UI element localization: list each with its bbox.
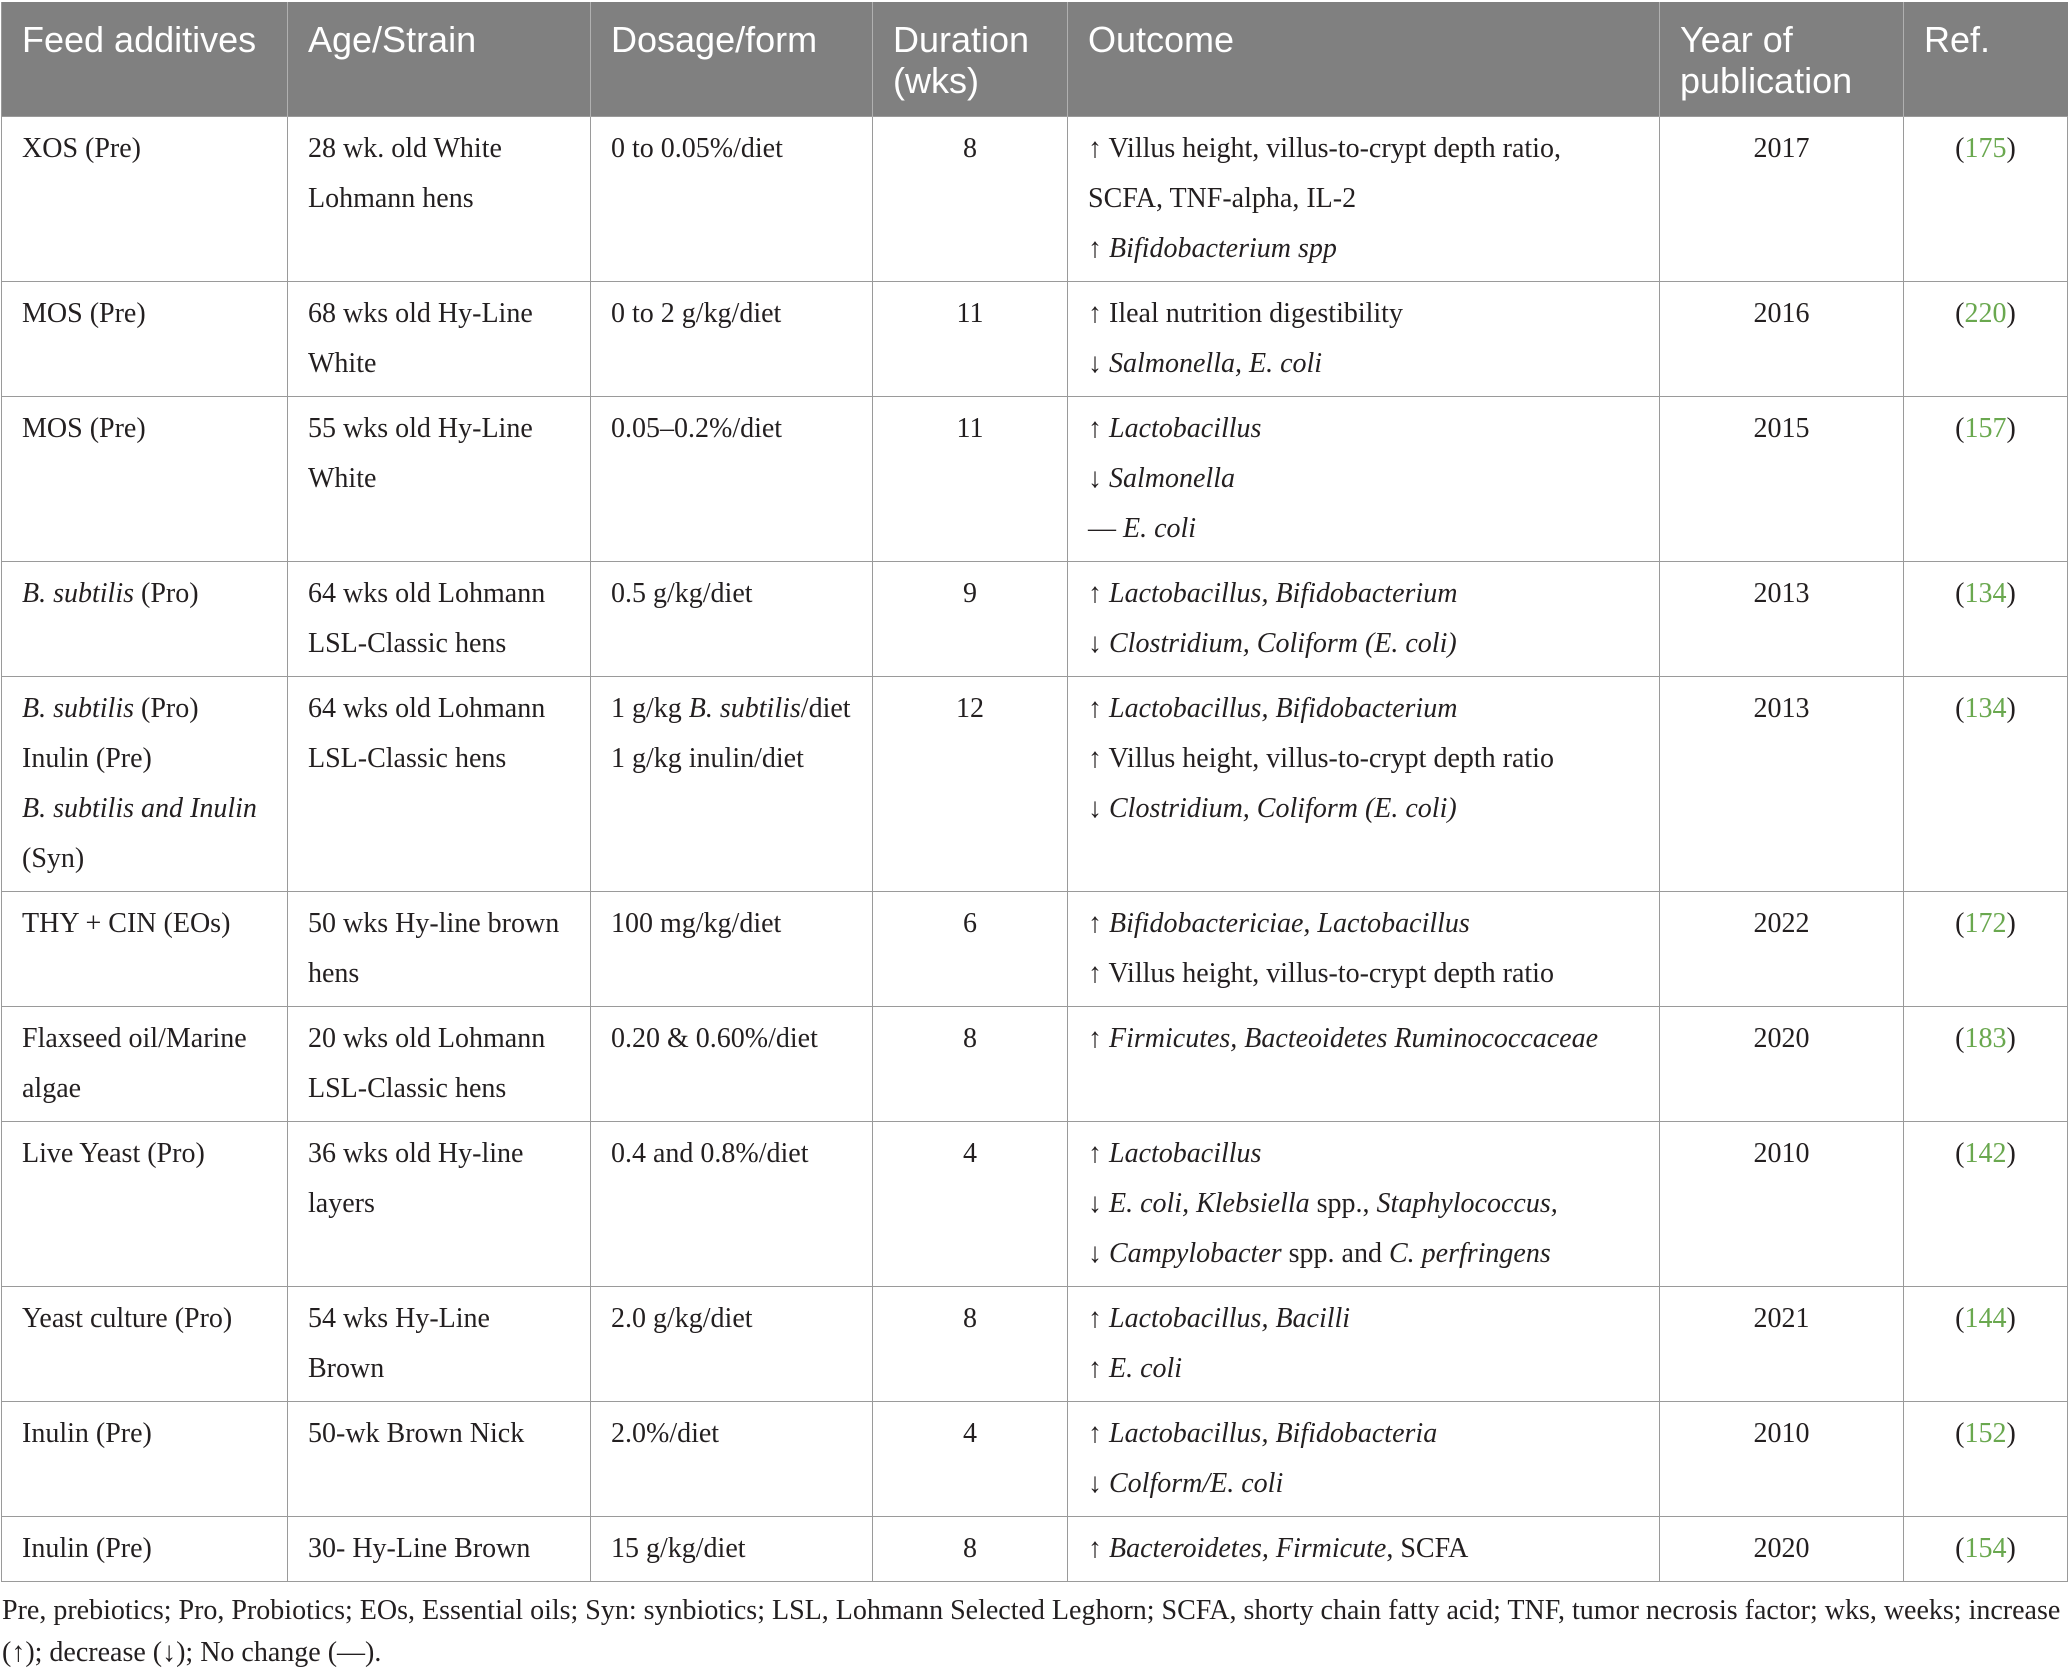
dosage-line: 100 mg/kg/diet xyxy=(611,907,782,939)
outcome-line: ↑ Ileal nutrition digestibility xyxy=(1088,297,1403,329)
cell-year: 2013 xyxy=(1660,561,1904,676)
cell-ref: (175) xyxy=(1904,116,2068,281)
cell-ref: (172) xyxy=(1904,891,2068,1006)
age-line: 68 wks old Hy-Line xyxy=(308,297,533,329)
cell-ref: (134) xyxy=(1904,561,2068,676)
outcome-line: ↓ Clostridium, Coliform (E. coli) xyxy=(1088,792,1457,824)
header-row xyxy=(2,2,2068,116)
age-line: White xyxy=(308,462,377,494)
additive-line: Inulin (Pre) xyxy=(22,1417,152,1449)
table-figure xyxy=(0,2,2068,1674)
cell-duration: 11 xyxy=(873,281,1068,396)
table-row xyxy=(2,1401,2068,1516)
outcome-line: ↑ Lactobacillus xyxy=(1088,412,1262,444)
outcome-line: ↑ Villus height, villus-to-crypt depth ratio, xyxy=(1088,132,1561,164)
cell-year: 2016 xyxy=(1660,281,1904,396)
cell-dosage xyxy=(591,1121,873,1286)
cell-dosage xyxy=(591,281,873,396)
cell-ref: (152) xyxy=(1904,1401,2068,1516)
cell-ref: (220) xyxy=(1904,281,2068,396)
cell-dosage xyxy=(591,116,873,281)
age-line: White xyxy=(308,347,377,379)
table-row xyxy=(2,1006,2068,1121)
outcome-line: ↓ Salmonella xyxy=(1088,462,1235,494)
cell-feed-additive xyxy=(2,281,288,396)
age-line: LSL-Classic hens xyxy=(308,1072,507,1104)
outcome-line: ↑ Bacteroidetes, Firmicute, SCFA xyxy=(1088,1532,1469,1564)
cell-age-strain xyxy=(288,561,591,676)
col-header-ref: Ref. xyxy=(1904,2,2068,116)
cell-dosage xyxy=(591,1516,873,1581)
dosage-line: 0 to 0.05%/diet xyxy=(611,132,783,164)
outcome-line: ↓ Colform/E. coli xyxy=(1088,1467,1284,1499)
age-line: 64 wks old Lohmann xyxy=(308,692,546,724)
age-line: 64 wks old Lohmann xyxy=(308,577,546,609)
cell-outcome xyxy=(1068,1121,1660,1286)
age-line: hens xyxy=(308,957,360,989)
age-line: 20 wks old Lohmann xyxy=(308,1022,546,1054)
outcome-line: ↑ E. coli xyxy=(1088,1352,1183,1384)
cell-age-strain xyxy=(288,1286,591,1401)
col-header-age-strain: Age/Strain xyxy=(288,2,591,116)
cell-age-strain xyxy=(288,281,591,396)
additive-line: Yeast culture (Pro) xyxy=(22,1302,233,1334)
cell-duration: 11 xyxy=(873,396,1068,561)
cell-dosage xyxy=(591,676,873,891)
table-row xyxy=(2,891,2068,1006)
dosage-line: 2.0 g/kg/diet xyxy=(611,1302,753,1334)
outcome-line: — E. coli xyxy=(1088,512,1197,544)
dosage-line: 0.05–0.2%/diet xyxy=(611,412,783,444)
cell-dosage xyxy=(591,1006,873,1121)
col-header-year: Year of publication xyxy=(1660,2,1904,116)
col-header-outcome: Outcome xyxy=(1068,2,1660,116)
cell-age-strain xyxy=(288,1121,591,1286)
outcome-line: SCFA, TNF-alpha, IL-2 xyxy=(1088,182,1357,214)
age-line: Brown xyxy=(308,1352,385,1384)
cell-outcome xyxy=(1068,1286,1660,1401)
additive-line: Live Yeast (Pro) xyxy=(22,1137,205,1169)
cell-dosage xyxy=(591,1286,873,1401)
cell-year: 2010 xyxy=(1660,1401,1904,1516)
additive-line: MOS (Pre) xyxy=(22,412,146,444)
cell-feed-additive xyxy=(2,1401,288,1516)
additive-line: Inulin (Pre) xyxy=(22,742,152,774)
cell-age-strain xyxy=(288,676,591,891)
reference-link[interactable]: 152 xyxy=(1964,1417,2007,1449)
cell-duration: 8 xyxy=(873,1286,1068,1401)
additive-line: B. subtilis (Pro) xyxy=(22,692,199,724)
cell-year: 2022 xyxy=(1660,891,1904,1006)
cell-year: 2015 xyxy=(1660,396,1904,561)
cell-outcome xyxy=(1068,1516,1660,1581)
age-line: layers xyxy=(308,1187,375,1219)
cell-feed-additive xyxy=(2,116,288,281)
cell-duration: 9 xyxy=(873,561,1068,676)
cell-year: 2020 xyxy=(1660,1516,1904,1581)
col-header-duration: Duration (wks) xyxy=(873,2,1068,116)
cell-outcome xyxy=(1068,1006,1660,1121)
cell-year: 2020 xyxy=(1660,1006,1904,1121)
cell-duration: 12 xyxy=(873,676,1068,891)
outcome-line: ↑ Lactobacillus, Bacilli xyxy=(1088,1302,1351,1334)
dosage-line: 2.0%/diet xyxy=(611,1417,720,1449)
outcome-line: ↑ Bifidobactericiae, Lactobacillus xyxy=(1088,907,1470,939)
cell-age-strain xyxy=(288,1401,591,1516)
reference-link[interactable]: 134 xyxy=(1964,577,2007,609)
reference-link[interactable]: 144 xyxy=(1964,1302,2007,1334)
cell-year: 2010 xyxy=(1660,1121,1904,1286)
cell-duration: 8 xyxy=(873,1006,1068,1121)
col-header-dosage-form: Dosage/form xyxy=(591,2,873,116)
additive-line: B. subtilis and Inulin xyxy=(22,792,257,824)
cell-age-strain xyxy=(288,1516,591,1581)
additive-line: THY + CIN (EOs) xyxy=(22,907,231,939)
cell-ref: (144) xyxy=(1904,1286,2068,1401)
additive-line: (Syn) xyxy=(22,842,85,874)
cell-dosage xyxy=(591,1401,873,1516)
reference-link[interactable]: 154 xyxy=(1964,1532,2007,1564)
additive-line: MOS (Pre) xyxy=(22,297,146,329)
cell-duration: 4 xyxy=(873,1121,1068,1286)
reference-link[interactable]: 134 xyxy=(1964,692,2007,724)
outcome-line: ↑ Lactobacillus xyxy=(1088,1137,1262,1169)
age-line: 30- Hy-Line Brown xyxy=(308,1532,531,1564)
cell-dosage xyxy=(591,561,873,676)
cell-outcome xyxy=(1068,1401,1660,1516)
reference-link[interactable]: 172 xyxy=(1964,907,2007,939)
cell-feed-additive xyxy=(2,396,288,561)
reference-link[interactable]: 220 xyxy=(1964,297,2007,329)
outcome-line: ↑ Lactobacillus, Bifidobacterium xyxy=(1088,577,1458,609)
cell-ref: (142) xyxy=(1904,1121,2068,1286)
age-line: LSL-Classic hens xyxy=(308,742,507,774)
feed-additives-table xyxy=(1,2,2068,1582)
additive-line: algae xyxy=(22,1072,82,1104)
dosage-line: 1 g/kg B. subtilis/diet xyxy=(611,692,851,724)
cell-outcome xyxy=(1068,396,1660,561)
dosage-line: 0.4 and 0.8%/diet xyxy=(611,1137,809,1169)
dosage-line: 0.5 g/kg/diet xyxy=(611,577,753,609)
cell-feed-additive xyxy=(2,891,288,1006)
cell-outcome xyxy=(1068,676,1660,891)
age-line: 54 wks Hy-Line xyxy=(308,1302,490,1334)
additive-line: Inulin (Pre) xyxy=(22,1532,152,1564)
table-row xyxy=(2,1121,2068,1286)
outcome-line: ↓ E. coli, Klebsiella spp., Staphylococcus, xyxy=(1088,1187,1558,1219)
age-line: 50-wk Brown Nick xyxy=(308,1417,525,1449)
table-row xyxy=(2,116,2068,281)
outcome-line: ↑ Villus height, villus-to-crypt depth ratio xyxy=(1088,957,1554,989)
cell-age-strain xyxy=(288,1006,591,1121)
table-row xyxy=(2,561,2068,676)
reference-link[interactable]: 175 xyxy=(1964,132,2007,164)
age-line: Lohmann hens xyxy=(308,182,474,214)
outcome-line: ↑ Bifidobacterium spp xyxy=(1088,232,1337,264)
cell-feed-additive xyxy=(2,1121,288,1286)
cell-ref: (183) xyxy=(1904,1006,2068,1121)
reference-link[interactable]: 183 xyxy=(1964,1022,2007,1054)
table-row xyxy=(2,396,2068,561)
dosage-line: 1 g/kg inulin/diet xyxy=(611,742,804,774)
age-line: 50 wks Hy-line brown xyxy=(308,907,560,939)
cell-feed-additive xyxy=(2,1516,288,1581)
reference-link[interactable]: 142 xyxy=(1964,1137,2007,1169)
table-row xyxy=(2,676,2068,891)
cell-feed-additive xyxy=(2,1006,288,1121)
age-line: 28 wk. old White xyxy=(308,132,502,164)
dosage-line: 15 g/kg/diet xyxy=(611,1532,746,1564)
cell-ref: (157) xyxy=(1904,396,2068,561)
age-line: 36 wks old Hy-line xyxy=(308,1137,524,1169)
cell-outcome xyxy=(1068,891,1660,1006)
cell-duration: 6 xyxy=(873,891,1068,1006)
cell-duration: 4 xyxy=(873,1401,1068,1516)
age-line: 55 wks old Hy-Line xyxy=(308,412,533,444)
col-header-feed-additives: Feed additives xyxy=(2,2,288,116)
cell-dosage xyxy=(591,396,873,561)
cell-feed-additive xyxy=(2,561,288,676)
cell-ref: (154) xyxy=(1904,1516,2068,1581)
cell-outcome xyxy=(1068,561,1660,676)
cell-ref: (134) xyxy=(1904,676,2068,891)
dosage-line: 0 to 2 g/kg/diet xyxy=(611,297,782,329)
table-row xyxy=(2,1516,2068,1581)
cell-year: 2021 xyxy=(1660,1286,1904,1401)
cell-year: 2017 xyxy=(1660,116,1904,281)
outcome-line: ↑ Firmicutes, Bacteoidetes Ruminococcaceae xyxy=(1088,1022,1599,1054)
table-row xyxy=(2,1286,2068,1401)
cell-year: 2013 xyxy=(1660,676,1904,891)
outcome-line: ↓ Clostridium, Coliform (E. coli) xyxy=(1088,627,1457,659)
additive-line: XOS (Pre) xyxy=(22,132,141,164)
cell-feed-additive xyxy=(2,1286,288,1401)
outcome-line: ↑ Lactobacillus, Bifidobacteria xyxy=(1088,1417,1438,1449)
cell-dosage xyxy=(591,891,873,1006)
cell-age-strain xyxy=(288,396,591,561)
cell-duration: 8 xyxy=(873,1516,1068,1581)
cell-age-strain xyxy=(288,891,591,1006)
outcome-line: ↑ Villus height, villus-to-crypt depth ratio xyxy=(1088,742,1554,774)
outcome-line: ↓ Campylobacter spp. and C. perfringens xyxy=(1088,1237,1551,1269)
table-row xyxy=(2,281,2068,396)
additive-line: Flaxseed oil/Marine xyxy=(22,1022,247,1054)
cell-feed-additive xyxy=(2,676,288,891)
cell-duration: 8 xyxy=(873,116,1068,281)
age-line: LSL-Classic hens xyxy=(308,627,507,659)
cell-outcome xyxy=(1068,116,1660,281)
table-footnote: Pre, prebiotics; Pro, Probiotics; EOs, Essential oils; Syn: synbiotics; LSL, Lohmann Selected Leghorn; SCFA, shorty chain fatty acid; TNF, tumor necrosis factor; wks, weeks; increase (↑); decrease (↓); No change (—). xyxy=(2,1594,2061,1668)
dosage-line: 0.20 & 0.60%/diet xyxy=(611,1022,818,1054)
cell-age-strain xyxy=(288,116,591,281)
reference-link[interactable]: 157 xyxy=(1964,412,2007,444)
cell-outcome xyxy=(1068,281,1660,396)
additive-line: B. subtilis (Pro) xyxy=(22,577,199,609)
outcome-line: ↑ Lactobacillus, Bifidobacterium xyxy=(1088,692,1458,724)
outcome-line: ↓ Salmonella, E. coli xyxy=(1088,347,1323,379)
